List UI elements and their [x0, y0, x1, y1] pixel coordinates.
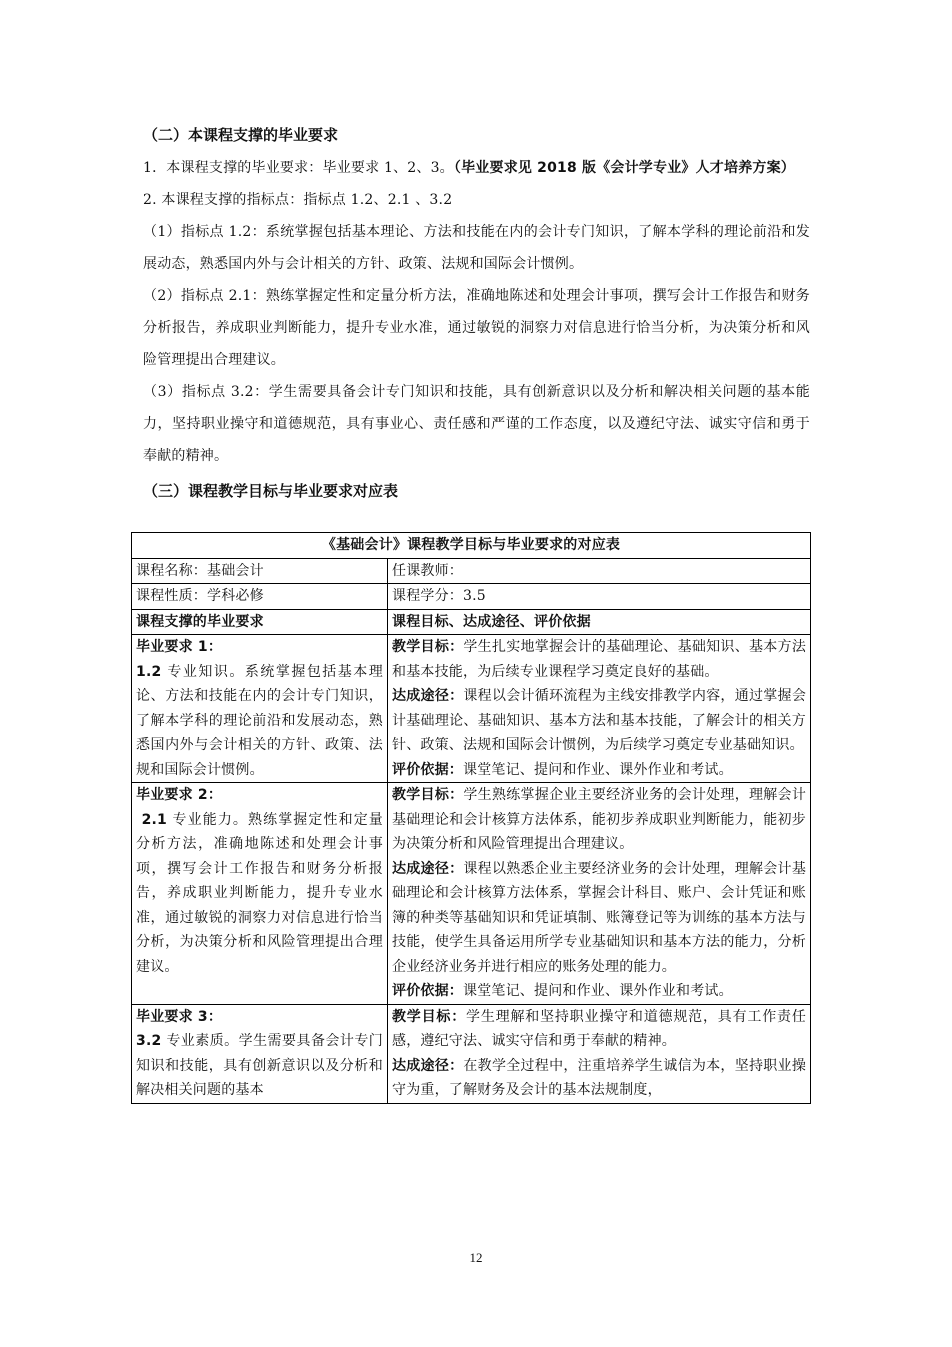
- requirement-number: 3.2: [136, 1033, 162, 1049]
- requirement-number: 2.1: [141, 811, 167, 828]
- table-row: [132, 635, 811, 783]
- requirement-text: 专业能力。熟练掌握定性和定量分析方法，准确地陈述和处理会计事项，撰写会计工作报告和财务分析报告，养成职业判断能力，提升专业水准，通过敏锐的洞察力对信息进行恰当分析，为决策分析和风险管理提出合理建议。: [136, 811, 384, 975]
- path-label: 达成途径：: [392, 1057, 464, 1074]
- table-row: [132, 1004, 811, 1103]
- eval-label: 评价依据：: [392, 761, 463, 778]
- path-label: 达成途径：: [392, 860, 464, 877]
- page-number: 12: [469, 1250, 483, 1265]
- col2-header: 课程目标、达成途径、评价依据: [388, 609, 811, 635]
- document-body: [143, 118, 810, 504]
- objective-cell: [388, 1004, 811, 1103]
- requirement-cell: [132, 783, 388, 1005]
- table-header-row: [132, 609, 811, 635]
- indicator-point-3: （3）指标点 3.2：学生需要具备会计专门知识和技能，具有创新意识以及分析和解决相关问题的基本能力，坚持职业操守和道德规范，具有事业心、责任感和严谨的工作态度，以及遵纪守法、诚实守信和勇于奉献的精神。: [143, 384, 810, 464]
- goal-label: 教学目标：: [392, 1008, 467, 1025]
- col1-header: 课程支撑的毕业要求: [132, 609, 388, 635]
- eval-text: 课堂笔记、提问和作业、课外作业和考试。: [463, 761, 733, 778]
- table-row: [132, 584, 811, 610]
- path-text: 在教学全过程中，注重培养学生诚信为本，坚持职业操守为重，了解财务及会计的基本法规制度，: [392, 1057, 807, 1098]
- requirement-title: 毕业要求 2：: [136, 787, 223, 803]
- section-3-heading: （三）课程教学目标与毕业要求对应表: [143, 482, 399, 500]
- indicator-point-2: （2）指标点 2.1：熟练掌握定性和定量分析方法，准确地陈述和处理会计事项，撰写会计工作报告和财务分析报告，养成职业判断能力，提升专业水准，通过敏锐的洞察力对信息进行恰当分析，为决策分析和风险管理提出合理建议。: [143, 288, 810, 368]
- section-2-item-1: 1．本课程支撑的毕业要求：毕业要求 1、2、3。（毕业要求见 2018 版《会计学专业》人才培养方案）: [143, 160, 796, 176]
- path-text: 课程以会计循环流程为主线安排教学内容，通过掌握会计基础理论、基础知识、基本方法和基本技能，了解会计的相关方针、政策、法规和国际会计惯例，为后续学习奠定专业基础知识。: [392, 688, 807, 753]
- table-row: [132, 558, 811, 584]
- requirement-cell: [132, 635, 388, 783]
- goal-label: 教学目标：: [392, 787, 464, 803]
- section-2-item-2: 2. 本课程支撑的指标点：指标点 1.2、2.1 、3.2: [143, 192, 453, 208]
- table-row: [132, 783, 811, 1005]
- requirement-title: 毕业要求 1：: [136, 639, 223, 655]
- course-nature-cell: 课程性质：学科必修: [132, 584, 388, 610]
- requirement-text: 专业素质。学生需要具备会计专门知识和技能，具有创新意识以及分析和解决相关问题的基本: [136, 1033, 383, 1098]
- eval-label: 评价依据：: [392, 983, 463, 999]
- path-label: 达成途径：: [392, 688, 464, 704]
- goal-text: 学生熟练掌握企业主要经济业务的会计处理，理解会计基础理论和会计核算方法体系，能初步养成职业判断能力，能初步为决策分析和风险管理提出合理建议。: [392, 787, 807, 852]
- requirement-number: 1.2: [136, 663, 162, 680]
- mapping-table: [131, 532, 811, 1104]
- objective-cell: [388, 783, 811, 1005]
- teacher-cell: 任课教师：: [388, 558, 811, 584]
- goal-label: 教学目标：: [392, 639, 464, 655]
- section-2-heading: （二）本课程支撑的毕业要求: [143, 126, 339, 144]
- credits-cell: 课程学分：3.5: [388, 584, 811, 610]
- requirement-cell: [132, 1004, 388, 1103]
- goal-text: 学生扎实地掌握会计的基础理论、基础知识、基本方法和基本技能，为后续专业课程学习奠定良好的基础。: [392, 639, 807, 680]
- table-caption-row: [132, 533, 811, 559]
- requirement-text: 专业知识。系统掌握包括基本理论、方法和技能在内的会计专门知识，了解本学科的理论前沿和发展动态，熟悉国内外与会计相关的方针、政策、法规和国际会计惯例。: [136, 663, 383, 778]
- goal-text: 学生理解和坚持职业操守和道德规范，具有工作责任感，遵纪守法、诚实守信和勇于奉献的精神。: [392, 1008, 807, 1049]
- eval-text: 课堂笔记、提问和作业、课外作业和考试。: [463, 983, 733, 999]
- objective-cell: [388, 635, 811, 783]
- path-text: 课程以熟悉企业主要经济业务的会计处理，理解会计基础理论和会计核算方法体系，掌握会计科目、账户、会计凭证和账簿的种类等基础知识和凭证填制、账簿登记等为训练的基本方法与技能，使学生具备运用所学专业基础知识和基本方法的能力，分析企业经济业务并进行相应的账务处理的能力。: [392, 860, 807, 975]
- table-caption: 《基础会计》课程教学目标与毕业要求的对应表: [132, 533, 811, 559]
- item-1-note: （毕业要求见 2018 版《会计学专业》人才培养方案）: [453, 160, 796, 176]
- indicator-point-1: （1）指标点 1.2：系统掌握包括基本理论、方法和技能在内的会计专门知识，了解本学科的理论前沿和发展动态，熟悉国内外与会计相关的方针、政策、法规和国际会计惯例。: [143, 224, 810, 272]
- course-name-cell: 课程名称：基础会计: [132, 558, 388, 584]
- requirement-title: 毕业要求 3：: [136, 1008, 223, 1025]
